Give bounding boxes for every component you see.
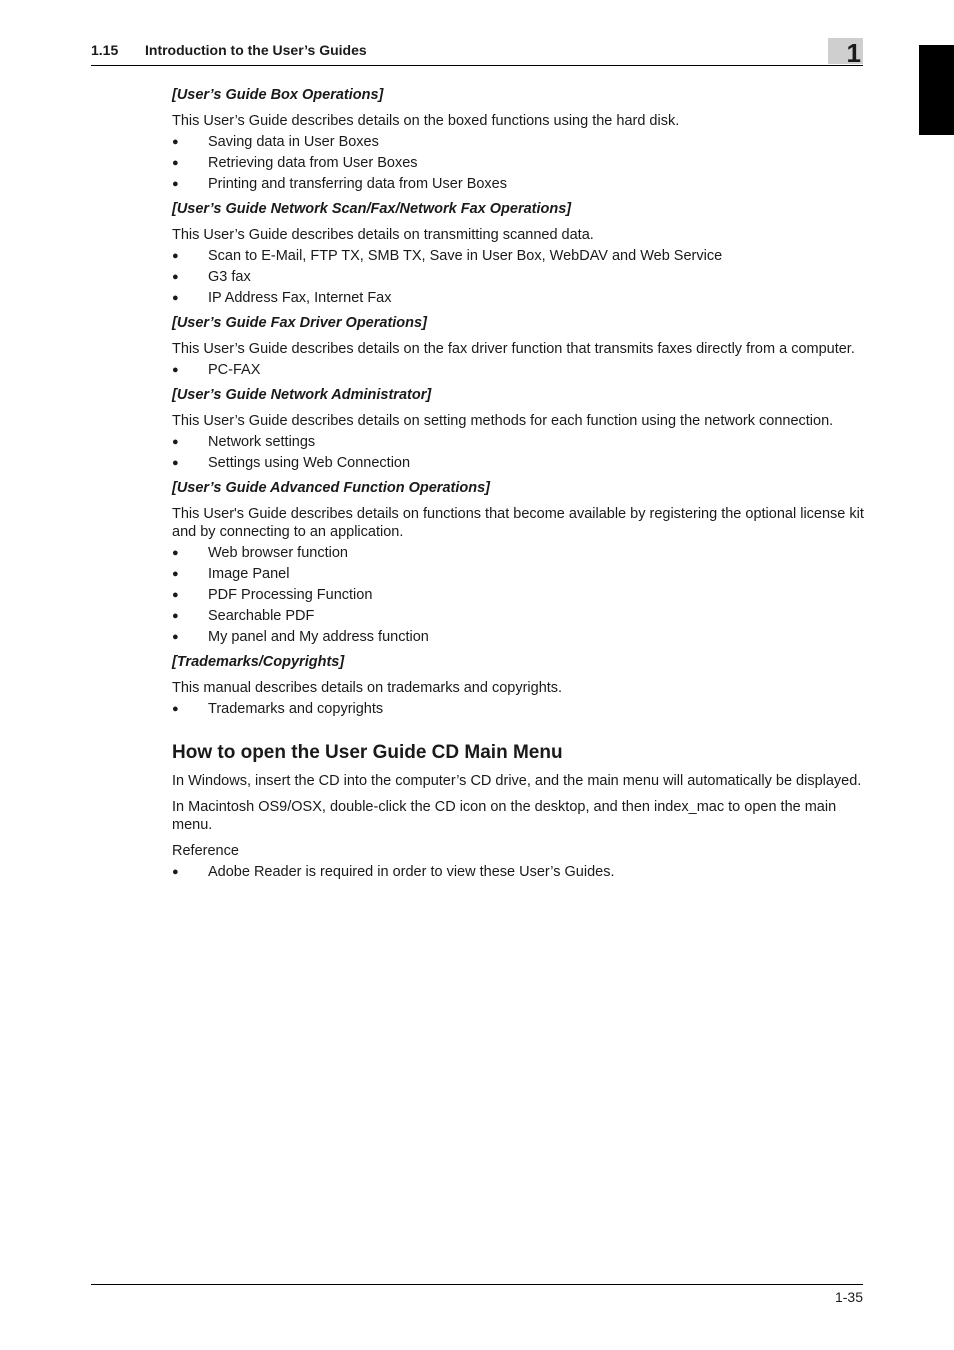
guide-heading: [User’s Guide Box Operations] (172, 87, 384, 103)
guide-heading: [User’s Guide Fax Driver Operations] (172, 315, 427, 331)
cd-menu-heading: How to open the User Guide CD Main Menu (172, 742, 563, 763)
guide-description: This User’s Guide describes details on transmitting scanned data. (172, 227, 594, 243)
section-number: 1.15 (91, 42, 119, 58)
chapter-edge-tab (919, 45, 954, 135)
guide-description: This User’s Guide describes details on setting methods for each function using the network connection. (172, 413, 834, 429)
guide-item-list (172, 433, 864, 472)
list-item: ● Scan to E-Mail, FTP TX, SMB TX, Save in User Box, WebDAV and Web Service (172, 247, 864, 265)
guide-item-list (172, 247, 864, 307)
guide-heading: [User’s Guide Advanced Function Operations] (172, 480, 490, 496)
reference-label: Reference (172, 843, 239, 859)
guide-item-list (172, 700, 864, 718)
list-item: ● Image Panel (172, 565, 864, 583)
list-item: ● IP Address Fax, Internet Fax (172, 289, 864, 307)
reference-item: ● Adobe Reader is required in order to view these User’s Guides. (172, 863, 864, 881)
list-item: ● Retrieving data from User Boxes (172, 154, 864, 172)
list-item: ● PDF Processing Function (172, 586, 864, 604)
list-item: ● PC-FAX (172, 361, 864, 379)
list-item: ● My panel and My address function (172, 628, 864, 646)
list-item: ● Network settings (172, 433, 864, 451)
list-item: ● Printing and transferring data from User Boxes (172, 175, 864, 193)
chapter-number-badge: 1 (828, 38, 863, 64)
guide-heading: [User’s Guide Network Scan/Fax/Network Fax Operations] (172, 201, 572, 217)
list-item: ● G3 fax (172, 268, 864, 286)
guide-item-list (172, 544, 864, 646)
mac-instructions: In Macintosh OS9/OSX, double-click the CD icon on the desktop, and then index_mac to open the main menu. (172, 799, 837, 833)
list-item: ● Web browser function (172, 544, 864, 562)
page-number: 1-35 (834, 1289, 863, 1305)
guide-item-list (172, 361, 864, 379)
main-content (172, 86, 864, 888)
guide-description: This User's Guide describes details on functions that become available by registering the optional license kit and by connecting to an application. (172, 506, 864, 540)
guide-heading: [Trademarks/Copyrights] (172, 654, 345, 670)
guide-sections (172, 86, 864, 718)
guide-description: This User’s Guide describes details on the fax driver function that transmits faxes directly from a computer. (172, 341, 855, 357)
guide-heading: [User’s Guide Network Administrator] (172, 387, 432, 403)
guide-item-list (172, 133, 864, 193)
section-title: Introduction to the User’s Guides (145, 42, 367, 58)
list-item: ● Settings using Web Connection (172, 454, 864, 472)
page-footer (91, 1284, 863, 1305)
list-item: ● Searchable PDF (172, 607, 864, 625)
windows-instructions: In Windows, insert the CD into the computer’s CD drive, and the main menu will automatically be displayed. (172, 773, 862, 789)
guide-description: This User’s Guide describes details on the boxed functions using the hard disk. (172, 113, 680, 129)
reference-list (172, 863, 864, 881)
page-header (91, 40, 863, 66)
list-item: ● Trademarks and copyrights (172, 700, 864, 718)
list-item: ● Saving data in User Boxes (172, 133, 864, 151)
guide-description: This manual describes details on trademarks and copyrights. (172, 680, 563, 696)
